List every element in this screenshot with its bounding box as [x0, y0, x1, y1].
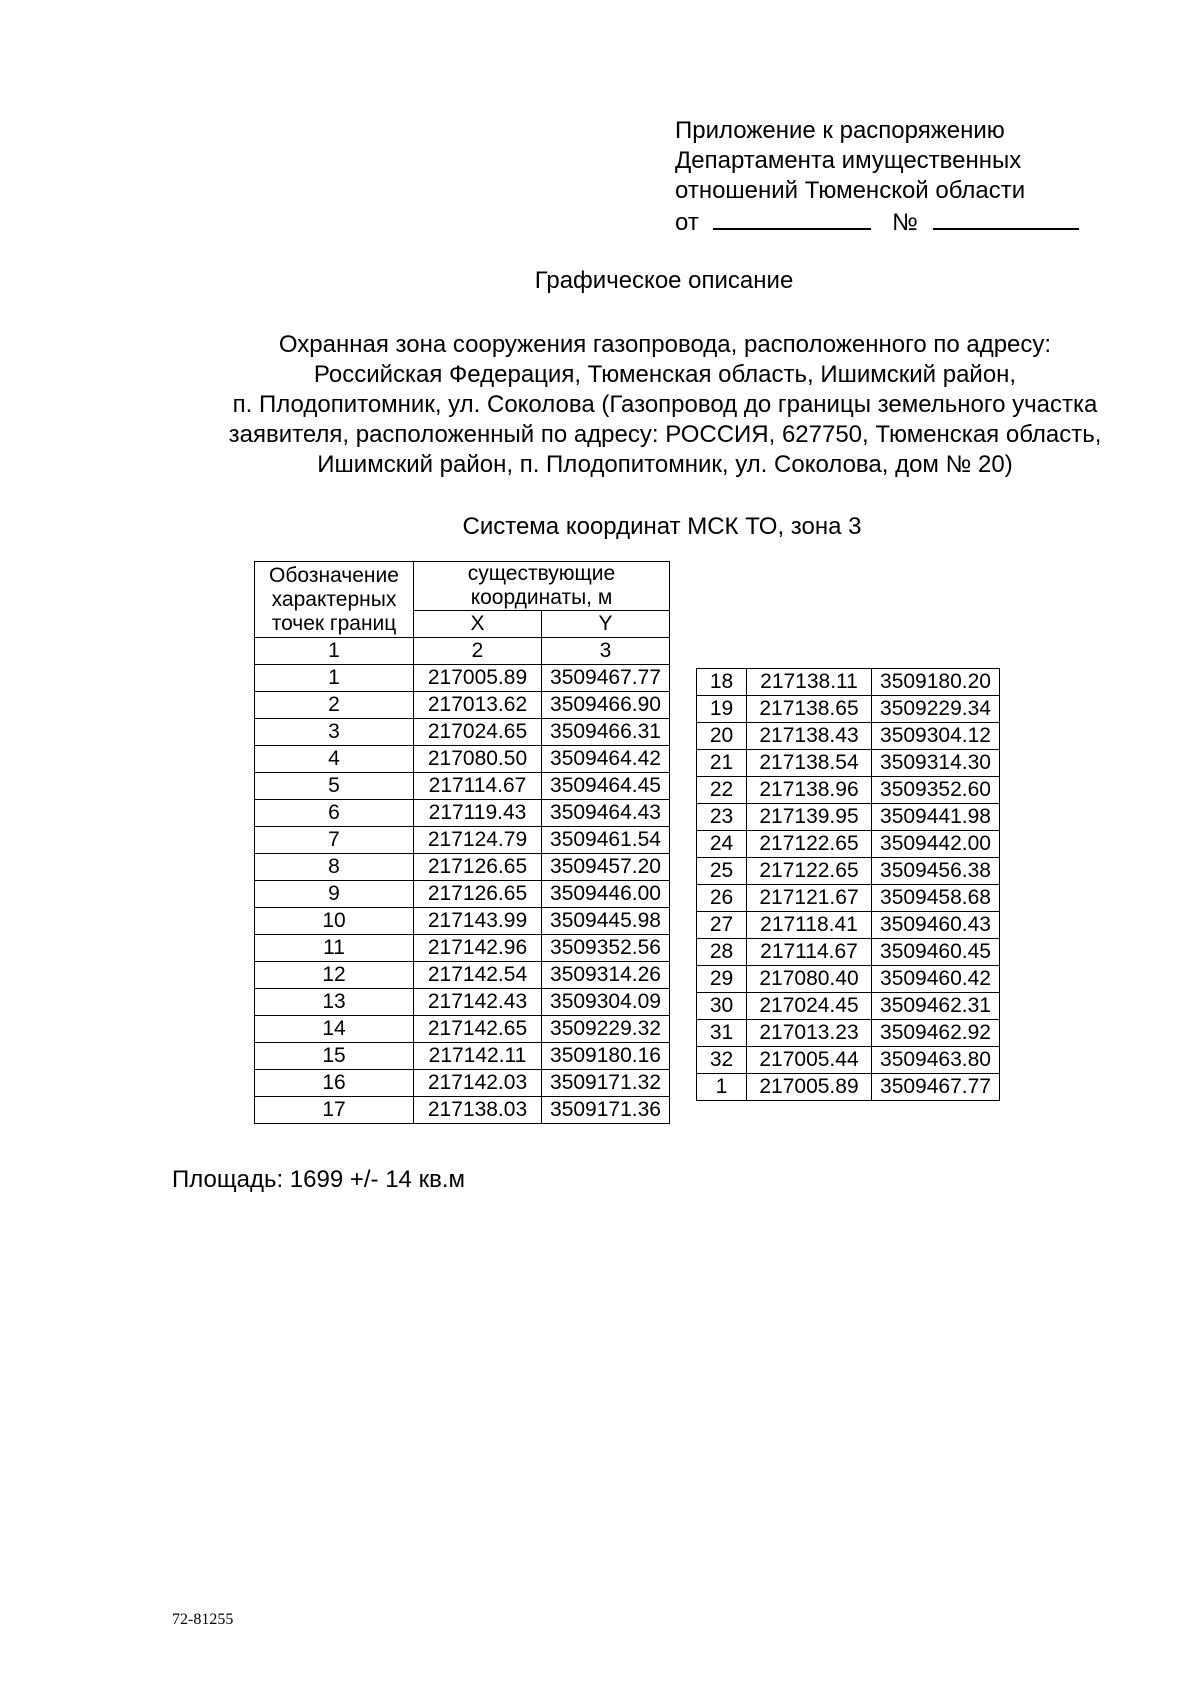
table-row [255, 665, 670, 692]
point-number-cell: 31 [697, 1020, 747, 1047]
description-line: Ишимский район, п. Плодопитомник, ул. Соколова, дом № 20) [317, 451, 1013, 478]
point-number-cell: 5 [255, 773, 414, 800]
y-coordinate-cell: 3509460.43 [872, 912, 1000, 939]
x-coordinate-cell: 217114.67 [414, 773, 542, 800]
point-number-cell: 12 [255, 962, 414, 989]
table-row [255, 1043, 670, 1070]
y-coordinate-cell: 3509466.90 [542, 692, 670, 719]
y-coordinate-cell: 3509464.42 [542, 746, 670, 773]
point-number-cell: 28 [697, 939, 747, 966]
table-row [255, 1070, 670, 1097]
y-coordinate-cell: 3509314.30 [872, 750, 1000, 777]
y-coordinate-cell: 3509442.00 [872, 831, 1000, 858]
y-coordinate-cell: 3509229.34 [872, 696, 1000, 723]
column-number-row [255, 638, 670, 665]
table-row [255, 881, 670, 908]
description-line: заявителя, расположенный по адресу: РОССИЯ, 627750, Тюменская область, [228, 421, 1102, 448]
point-number-cell: 2 [255, 692, 414, 719]
y-coordinate-cell: 3509464.43 [542, 800, 670, 827]
x-coordinate-cell: 217024.45 [747, 993, 872, 1020]
y-coordinate-cell: 3509304.09 [542, 989, 670, 1016]
point-number-cell: 17 [255, 1097, 414, 1124]
y-coordinate-cell: 3509445.98 [542, 908, 670, 935]
y-coordinate-cell: 3509460.42 [872, 966, 1000, 993]
point-number-cell: 24 [697, 831, 747, 858]
x-coordinate-cell: 217005.44 [747, 1047, 872, 1074]
point-number-cell: 30 [697, 993, 747, 1020]
table-row [697, 831, 1000, 858]
coordinates-table-left [254, 561, 670, 1124]
y-coordinate-cell: 3509446.00 [542, 881, 670, 908]
x-coordinate-cell: 217013.62 [414, 692, 542, 719]
point-number-cell: 20 [697, 723, 747, 750]
y-coordinate-cell: 3509458.68 [872, 885, 1000, 912]
y-coordinate-cell: 3509467.77 [872, 1074, 1000, 1101]
point-number-cell: 9 [255, 881, 414, 908]
header-line: Приложение к распоряжению [675, 117, 1005, 144]
zone-description [160, 330, 1170, 480]
table-row [255, 773, 670, 800]
x-coordinate-cell: 217122.65 [747, 831, 872, 858]
point-number-cell: 1 [697, 1074, 747, 1101]
date-blank [713, 206, 871, 230]
column-number: 1 [255, 638, 414, 665]
header-line: отношений Тюменской области [675, 177, 1026, 204]
document-title: Графическое описание [534, 267, 794, 294]
point-number-cell: 18 [697, 669, 747, 696]
x-coordinate-cell: 217118.41 [747, 912, 872, 939]
point-number-cell: 13 [255, 989, 414, 1016]
existing-coords-header: существующие координаты, м [414, 562, 670, 611]
point-number-cell: 10 [255, 908, 414, 935]
table-row [697, 777, 1000, 804]
y-coordinate-cell: 3509229.32 [542, 1016, 670, 1043]
table-row [697, 669, 1000, 696]
table-row [697, 750, 1000, 777]
description-line: Охранная зона сооружения газопровода, расположенного по адресу: [278, 331, 1052, 358]
y-coordinate-cell: 3509180.20 [872, 669, 1000, 696]
point-number-cell: 25 [697, 858, 747, 885]
number-blank [933, 206, 1079, 230]
x-coordinate-cell: 217143.99 [414, 908, 542, 935]
header-line: Департамента имущественных [675, 147, 1022, 174]
table-row [255, 1016, 670, 1043]
table-row [255, 962, 670, 989]
x-coordinate-cell: 217013.23 [747, 1020, 872, 1047]
date-number-line [675, 206, 1079, 238]
point-number-cell: 19 [697, 696, 747, 723]
coordinates-table-right [696, 668, 1000, 1101]
x-coordinate-cell: 217124.79 [414, 827, 542, 854]
point-number-cell: 1 [255, 665, 414, 692]
y-coordinate-cell: 3509304.12 [872, 723, 1000, 750]
table-row [697, 939, 1000, 966]
point-number-cell: 29 [697, 966, 747, 993]
x-coordinate-cell: 217138.03 [414, 1097, 542, 1124]
description-line: Российская Федерация, Тюменская область, Ишимский район, [313, 361, 1017, 388]
x-coordinate-cell: 217142.65 [414, 1016, 542, 1043]
point-number-cell: 7 [255, 827, 414, 854]
y-coordinate-cell: 3509456.38 [872, 858, 1000, 885]
table-row [697, 1020, 1000, 1047]
y-coordinate-cell: 3509171.36 [542, 1097, 670, 1124]
table-row [255, 719, 670, 746]
x-coordinate-cell: 217142.54 [414, 962, 542, 989]
table-row [255, 854, 670, 881]
table-row [697, 804, 1000, 831]
point-number-cell: 4 [255, 746, 414, 773]
y-coordinate-cell: 3509463.80 [872, 1047, 1000, 1074]
table-row [697, 993, 1000, 1020]
y-coordinate-cell: 3509467.77 [542, 665, 670, 692]
table-row [255, 989, 670, 1016]
point-number-cell: 23 [697, 804, 747, 831]
designation-header: Обозначение характерных точек границ [255, 562, 414, 638]
x-coordinate-cell: 217139.95 [747, 804, 872, 831]
from-label: от [675, 209, 699, 236]
x-coordinate-cell: 217138.43 [747, 723, 872, 750]
table-row [697, 1047, 1000, 1074]
y-coordinate-cell: 3509462.92 [872, 1020, 1000, 1047]
column-number: 2 [414, 638, 542, 665]
x-coordinate-cell: 217080.50 [414, 746, 542, 773]
y-header: Y [542, 611, 670, 638]
point-number-cell: 3 [255, 719, 414, 746]
x-coordinate-cell: 217024.65 [414, 719, 542, 746]
x-coordinate-cell: 217138.65 [747, 696, 872, 723]
y-coordinate-cell: 3509462.31 [872, 993, 1000, 1020]
point-number-cell: 15 [255, 1043, 414, 1070]
x-header: X [414, 611, 542, 638]
point-number-cell: 11 [255, 935, 414, 962]
y-coordinate-cell: 3509314.26 [542, 962, 670, 989]
y-coordinate-cell: 3509352.56 [542, 935, 670, 962]
x-coordinate-cell: 217122.65 [747, 858, 872, 885]
y-coordinate-cell: 3509352.60 [872, 777, 1000, 804]
point-number-cell: 26 [697, 885, 747, 912]
point-number-cell: 16 [255, 1070, 414, 1097]
x-coordinate-cell: 217138.96 [747, 777, 872, 804]
x-coordinate-cell: 217121.67 [747, 885, 872, 912]
table-row [255, 827, 670, 854]
table-row [255, 692, 670, 719]
table-row [255, 800, 670, 827]
y-coordinate-cell: 3509466.31 [542, 719, 670, 746]
appendix-header [675, 116, 1079, 238]
x-coordinate-cell: 217126.65 [414, 854, 542, 881]
x-coordinate-cell: 217142.03 [414, 1070, 542, 1097]
table-row [697, 723, 1000, 750]
area-value: Площадь: 1699 +/- 14 кв.м [172, 1166, 465, 1193]
x-coordinate-cell: 217005.89 [747, 1074, 872, 1101]
y-coordinate-cell: 3509461.54 [542, 827, 670, 854]
coordinate-system: Система координат МСК ТО, зона 3 [462, 513, 862, 540]
y-coordinate-cell: 3509171.32 [542, 1070, 670, 1097]
x-coordinate-cell: 217142.96 [414, 935, 542, 962]
point-number-cell: 32 [697, 1047, 747, 1074]
table-row [697, 858, 1000, 885]
x-coordinate-cell: 217138.54 [747, 750, 872, 777]
table-row [697, 912, 1000, 939]
column-number: 3 [542, 638, 670, 665]
description-line: п. Плодопитомник, ул. Соколова (Газопровод до границы земельного участка [232, 391, 1098, 418]
table-row [697, 1074, 1000, 1101]
table-row [255, 935, 670, 962]
y-coordinate-cell: 3509460.45 [872, 939, 1000, 966]
x-coordinate-cell: 217119.43 [414, 800, 542, 827]
table-row [697, 885, 1000, 912]
table-row [697, 966, 1000, 993]
y-coordinate-cell: 3509464.45 [542, 773, 670, 800]
point-number-cell: 6 [255, 800, 414, 827]
table-row [255, 1097, 670, 1124]
point-number-cell: 21 [697, 750, 747, 777]
y-coordinate-cell: 3509457.20 [542, 854, 670, 881]
point-number-cell: 22 [697, 777, 747, 804]
number-label: № [892, 209, 918, 236]
x-coordinate-cell: 217142.11 [414, 1043, 542, 1070]
footer-code: 72-81255 [172, 1611, 234, 1628]
x-coordinate-cell: 217005.89 [414, 665, 542, 692]
y-coordinate-cell: 3509441.98 [872, 804, 1000, 831]
y-coordinate-cell: 3509180.16 [542, 1043, 670, 1070]
x-coordinate-cell: 217138.11 [747, 669, 872, 696]
x-coordinate-cell: 217126.65 [414, 881, 542, 908]
table-row [255, 908, 670, 935]
table-row [255, 746, 670, 773]
x-coordinate-cell: 217114.67 [747, 939, 872, 966]
table-row [697, 696, 1000, 723]
point-number-cell: 14 [255, 1016, 414, 1043]
point-number-cell: 8 [255, 854, 414, 881]
x-coordinate-cell: 217080.40 [747, 966, 872, 993]
x-coordinate-cell: 217142.43 [414, 989, 542, 1016]
point-number-cell: 27 [697, 912, 747, 939]
